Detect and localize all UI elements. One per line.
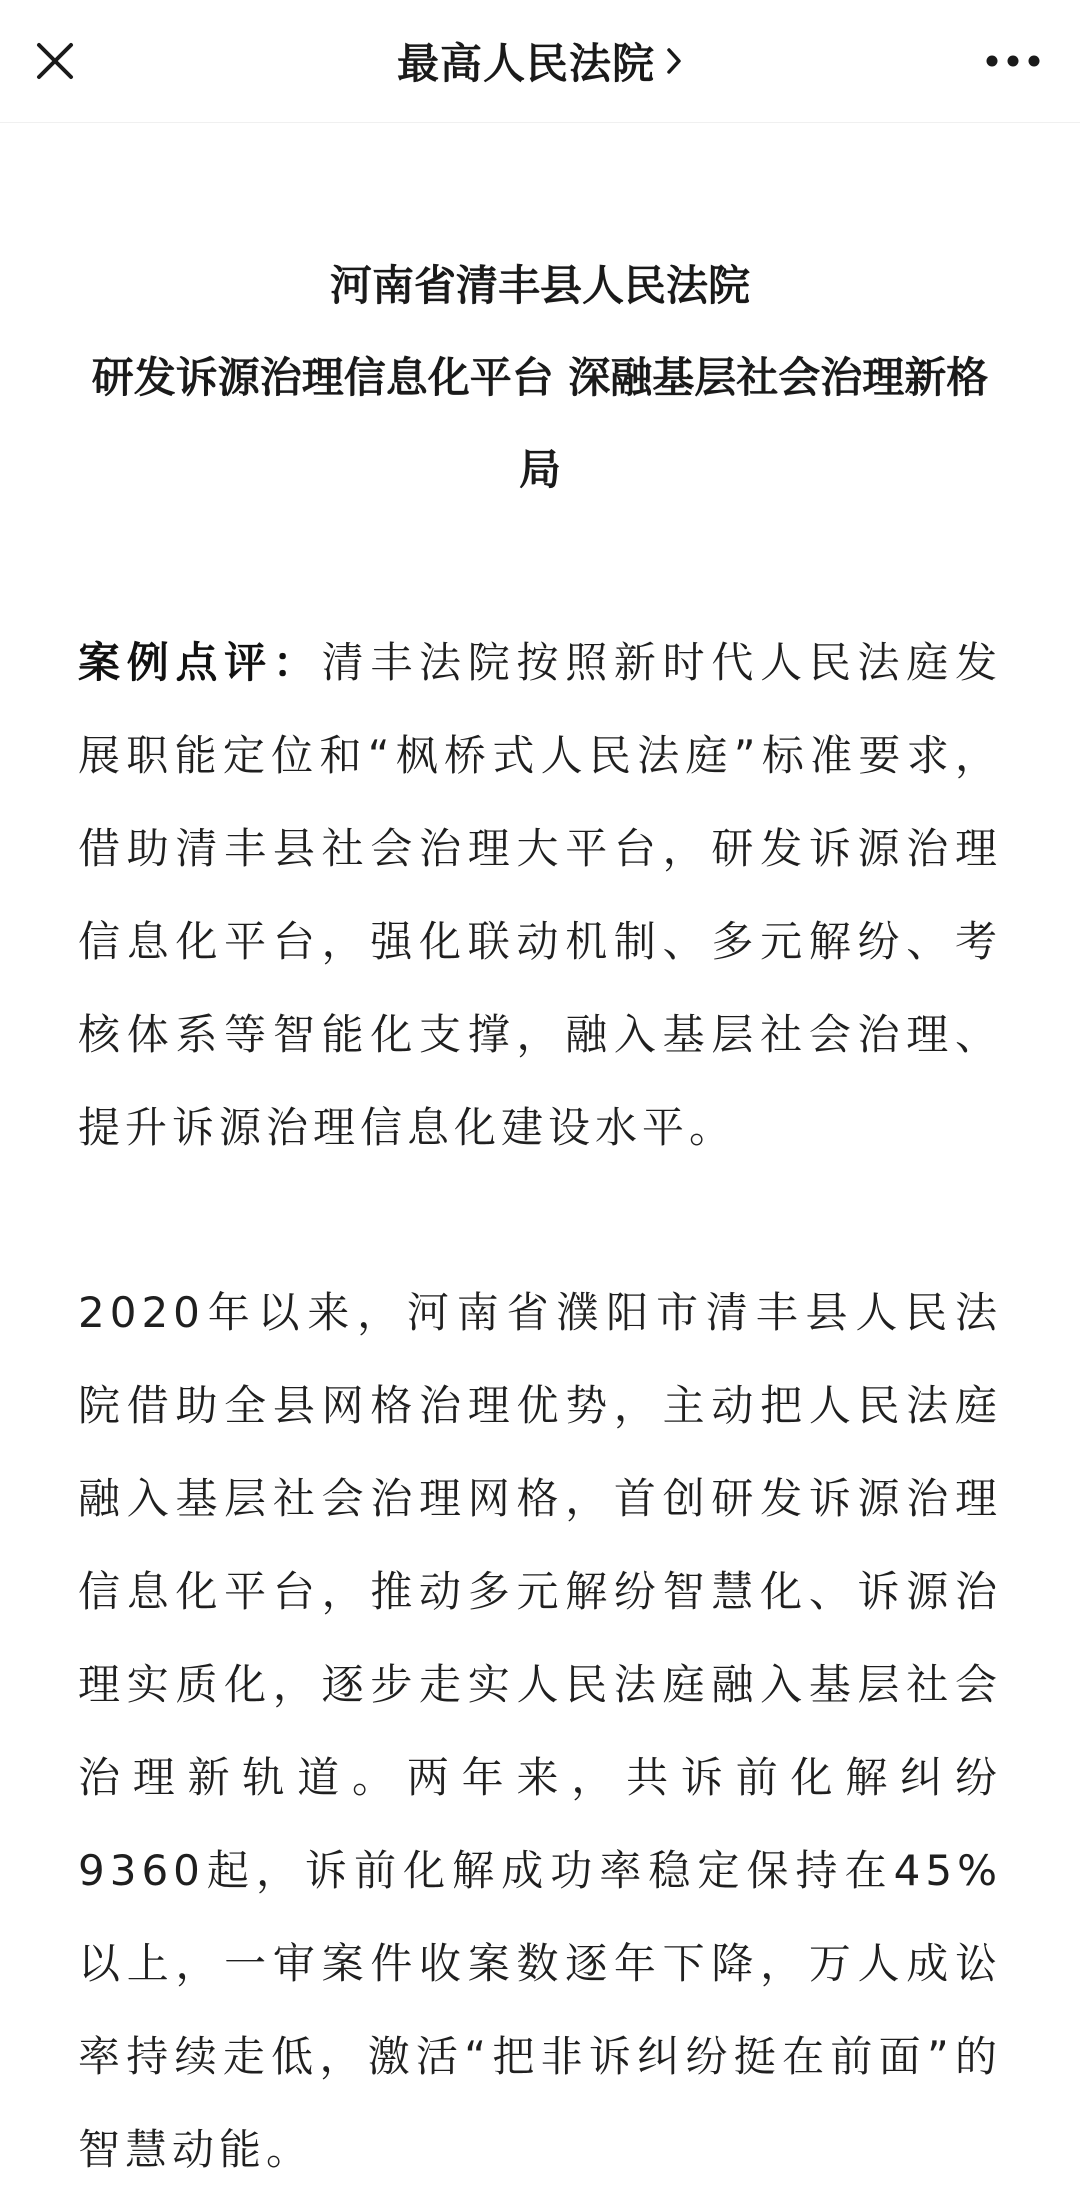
top-navigation-bar: [0, 0, 1080, 123]
account-name-link[interactable]: [397, 31, 683, 91]
article-headline: [78, 240, 1002, 516]
article-content: [78, 240, 1002, 2196]
body-paragraph: 2020年以来，河南省濮阳市清丰县人民法院借助全县网格治理优势，主动把人民法庭融入基层社会治理网格，首创研发诉源治理信息化平台，推动多元解纷智慧化、诉源治理实质化，逐步走实人民法庭融入基层社会治理新轨道。两年来，共诉前化解纠纷9360起，诉前化解成功率稳定保持在45%以上，一审案件收案数逐年下降，万人成讼率持续走低，激活“把非诉纠纷挺在前面”的智慧动能。: [78, 1288, 1002, 2174]
more-horizontal-icon: [986, 55, 1040, 67]
headline-line-2: 研发诉源治理信息化平台 深融基层社会治理新格局: [91, 353, 989, 494]
case-comment-paragraph: [78, 616, 1002, 1174]
close-button[interactable]: [22, 28, 88, 94]
headline-line-1: 河南省清丰县人民法院: [329, 261, 750, 310]
more-options-button[interactable]: [968, 28, 1058, 94]
case-comment-label: 案例点评：: [78, 638, 322, 687]
account-name: 最高人民法院: [396, 39, 655, 88]
chevron-right-icon: [665, 46, 683, 76]
close-icon: [35, 41, 75, 81]
case-comment-text: 清丰法院按照新时代人民法庭发展职能定位和“枫桥式人民法庭”标准要求，借助清丰县社会治理大平台，研发诉源治理信息化平台，强化联动机制、多元解纷、考核体系等智能化支撑，融入基层社会治理、提升诉源治理信息化建设水平。: [78, 638, 1002, 1152]
